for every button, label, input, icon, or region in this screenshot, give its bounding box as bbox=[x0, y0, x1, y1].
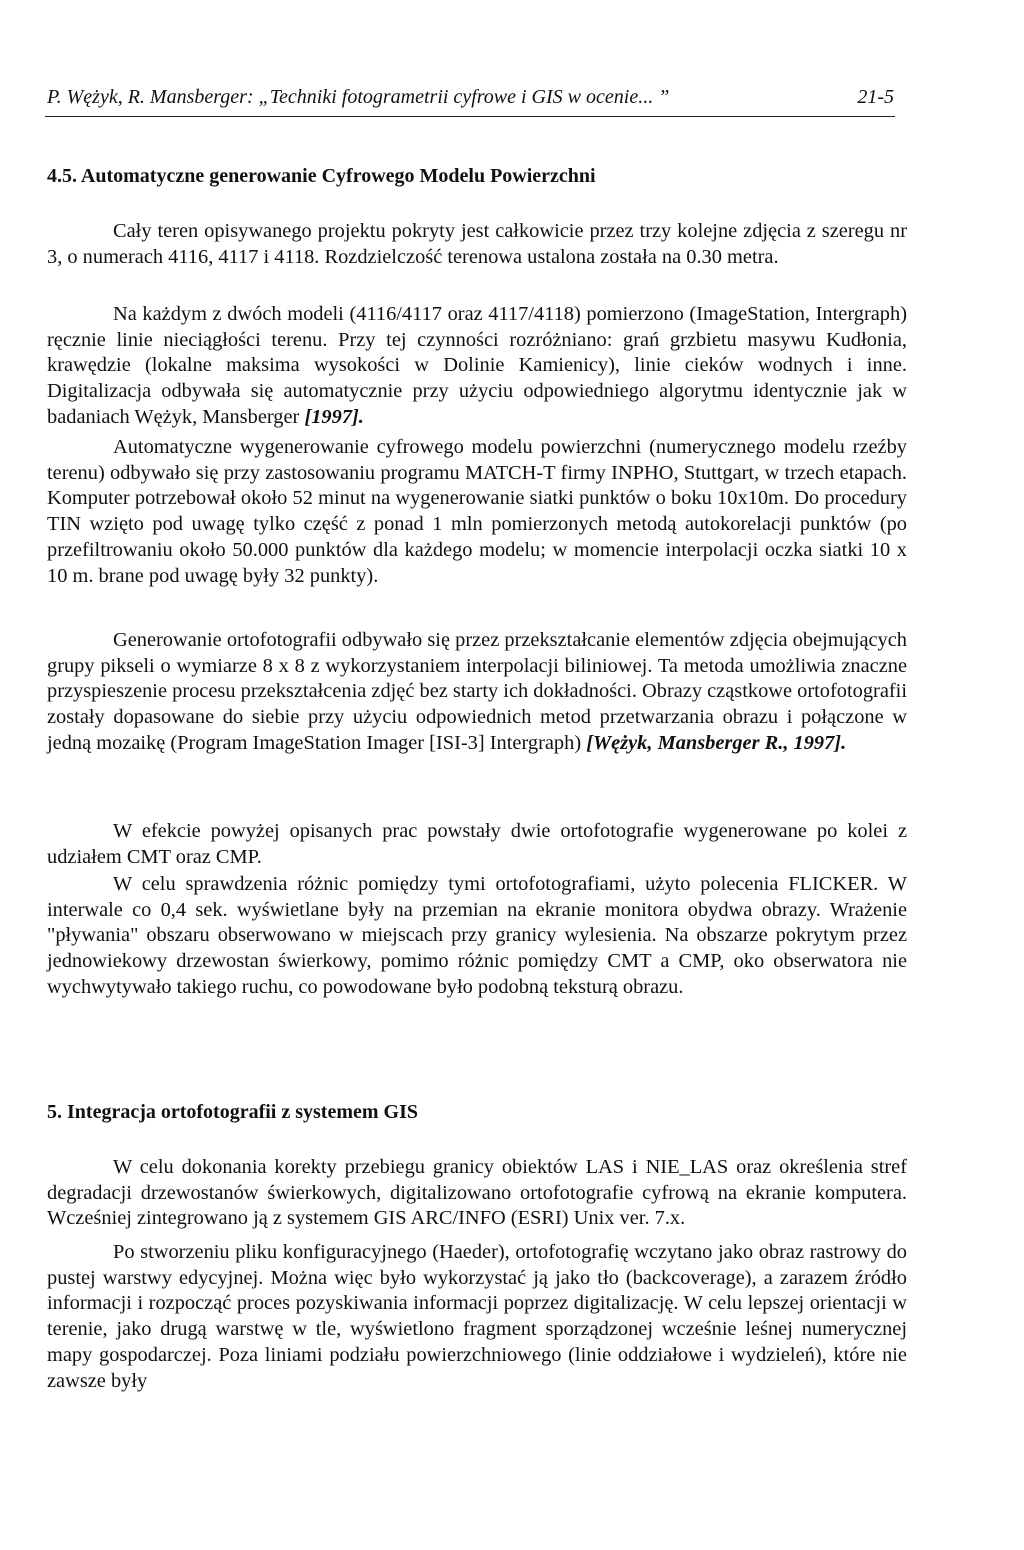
paragraph-4-5-1: Cały teren opisywanego projektu pokryty jest całkowicie przez trzy kolejne zdjęcia z szeregu nr 3, o numerach 4116, 4117 i 4118. Rozdzielczość terenowa ustalona została na 0.30 metra. bbox=[47, 220, 907, 268]
paragraph-4-5-4 bbox=[47, 628, 907, 757]
citation-1997: [1997]. bbox=[304, 405, 364, 428]
section-heading-5: 5. Integracja ortofotografii z systemem GIS bbox=[47, 1101, 419, 1123]
running-title: P. Wężyk, R. Mansberger: „Techniki fotogrametrii cyfrowe i GIS w ocenie... ” bbox=[47, 86, 670, 108]
header-rule bbox=[45, 116, 895, 117]
paragraph-5-2: Po stworzeniu pliku konfiguracyjnego (Haeder), ortofotografię wczytano jako obraz rastrowy do pustej warstwy edycyjnej. Można więc było wykorzystać ją jako tło (backcoverage), a zarazem źródło informacji i rozpocząć proces pozyskiwania informacji poprzez digitalizację. W celu lepszej orientacji w terenie, jako drugą warstwę w tle, wyświetlono fragment sporządzonej wcześnie leśnej numerycznej mapy gospodarczej. Poza liniami podziału powierzchniowego (linie oddziałowe i wydzieleń), które nie zawsze były bbox=[47, 1241, 907, 1392]
citation-wezyk-mansberger: [Wężyk, Mansberger R., 1997]. bbox=[586, 731, 847, 754]
paragraph-4-5-2 bbox=[47, 302, 907, 431]
running-header bbox=[47, 86, 894, 116]
page-number: 21-5 bbox=[857, 86, 894, 108]
paragraph-4-5-4-text: Generowanie ortofotografii odbywało się przez przekształcanie elementów zdjęcia obejmujących grupy pikseli o wymiarze 8 x 8 z wykorzystaniem interpolacji biliniowej. Ta metoda umożliwia znaczne przyspieszenie procesu przekształcenia zdjęć bez starty ich dokładności. Obrazy cząstkowe ortofotografii zostały dopasowane do siebie przy użyciu odpowiednich metod przetwarzania obrazu i połączone w jedną mozaikę (Program ImageStation Imager [ISI-3] Intergraph) bbox=[47, 629, 908, 754]
paragraph-5-1: W celu dokonania korekty przebiegu granicy obiektów LAS i NIE_LAS oraz określenia stref degradacji drzewostanów świerkowych, digitalizowano ortofotografie cyfrową na ekranie komputera. Wcześniej zintegrowano ją z systemem GIS ARC/INFO (ESRI) Unix ver. 7.x. bbox=[47, 1156, 907, 1230]
section-heading-4-5: 4.5. Automatyczne generowanie Cyfrowego Modelu Powierzchni bbox=[47, 165, 596, 187]
paragraph-4-5-2-text: Na każdym z dwóch modeli (4116/4117 oraz 4117/4118) pomierzono (ImageStation, Intergraph) ręcznie linie nieciągłości terenu. Przy tej czynności rozróżniano: grań grzbietu masywu Kudłonia, krawędzie (lokalne maksima wysokości w Dolinie Kamienicy), linie cieków wodnych i inne. Digitalizacja odbywała się automatycznie przy użyciu odpowiedniego algorytmu identycznie jak w badaniach Wężyk, Mansberger bbox=[47, 303, 907, 428]
paragraph-4-5-5: W efekcie powyżej opisanych prac powstały dwie ortofotografie wygenerowane po kolei z udziałem CMT oraz CMP. bbox=[47, 820, 907, 868]
paragraph-4-5-6: W celu sprawdzenia różnic pomiędzy tymi ortofotografiami, użyto polecenia FLICKER. W interwale co 0,4 sek. wyświetlane były na przemian na ekranie monitora obydwa obrazy. Wrażenie "pływania" obszaru obserwowano w miejscach przy granicy wylesienia. Na obszarze pokrytym przez jednowiekowy drzewostan świerkowy, pomimo różnic pomiędzy CMT a CMP, oko obserwatora nie wychwytywało takiego ruchu, co powodowane było podobną teksturą obrazu. bbox=[47, 873, 907, 998]
paragraph-4-5-3: Automatyczne wygenerowanie cyfrowego modelu powierzchni (numerycznego modelu rzeźby terenu) odbywało się przy zastosowaniu programu MATCH-T firmy INPHO, Stuttgart, w trzech etapach. Komputer potrzebował około 52 minut na wygenerowanie siatki punktów o boku 10x10m. Do procedury TIN wzięto pod uwagę tylko część z ponad 1 mln pomierzonych metodą autokorelacji punktów (po przefiltrowaniu około 50.000 punktów dla każdego modelu; w momencie interpolacji oczka siatki 10 x 10 m. brane pod uwagę były 32 punkty). bbox=[47, 436, 907, 587]
